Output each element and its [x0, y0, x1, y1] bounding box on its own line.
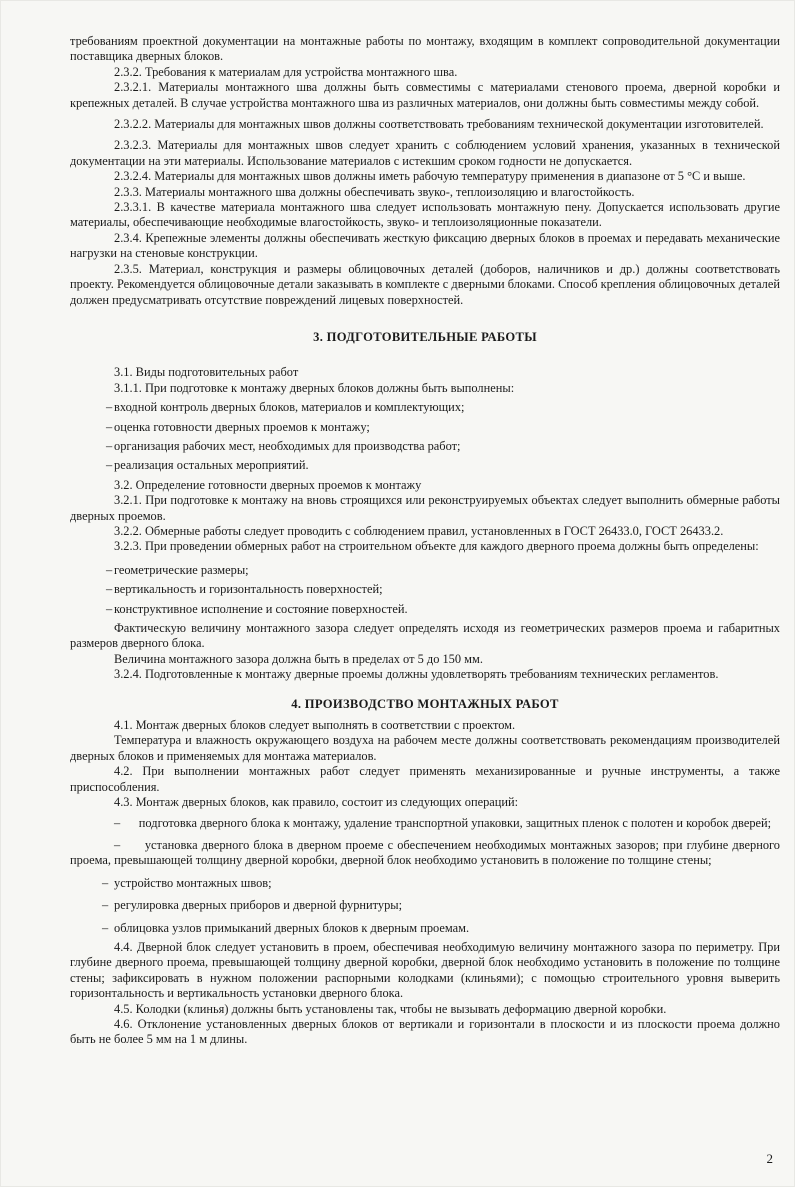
paragraph: 4.4. Дверной блок следует установить в проем, обеспечивая необходимую величину монтажного зазора по периметру. При глубине дверного проема, превышающей толщину дверной коробки, дверной блок необходимо установить в положение по толщине стены; зафиксировать в нужном положении распорными колодками (клиньями); с помощью строительного уровня выверить горизонтальность и вертикальность установки дверного блока. — [70, 939, 780, 1001]
paragraph: 2.3.4. Крепежные элементы должны обеспечивать жесткую фиксацию дверных блоков в проемах и передавать механические нагрузки на стеновые конструкции. — [70, 230, 780, 261]
list-item: – установка дверного блока в дверном проеме с обеспечением необходимых монтажных зазоров; при глубине дверного проема, превышающей толщину дверной коробки, дверной блок необходимо установить в положение по толщине стены; — [70, 837, 780, 868]
paragraph: 2.3.5. Материал, конструкция и размеры облицовочных деталей (доборов, наличников и др.) должны соответствовать проекту. Рекомендуется облицовочные детали заказывать в комплекте с дверными блоками. Способ крепления облицовочных деталей должен предусматривать отсутствие повреждений лицевых поверхностей. — [70, 261, 780, 307]
paragraph: 3.2.1. При подготовке к монтажу на вновь строящихся или реконструируемых объектах следует выполнить обмерные работы дверных проемов. — [70, 493, 780, 523]
paragraph: 2.3.2.1. Материалы монтажного шва должны быть совместимы с материалами стенового проема, дверной коробки и крепежных деталей. В случае устройства монтажного шва из различных материалов, они должны быть совместимы между собой. — [70, 80, 780, 110]
paragraph: требованиям проектной документации на монтажные работы по монтажу, входящим в комплект сопроводительной документации поставщика дверных блоков. — [70, 34, 780, 64]
list-item: – регулировка дверных приборов и дверной фурнитуры; — [102, 898, 403, 913]
paragraph: Величина монтажного зазора должна быть в пределах от 5 до 150 мм. — [114, 651, 483, 666]
list-item: – организация рабочих мест, необходимых для производства работ; — [106, 438, 461, 453]
paragraph: 2.3.2.3. Материалы для монтажных швов следует хранить с соблюдением условий хранения, указанных в технической документации на эти материалы. Использование материалов с истекшим сроком годности не допускается. — [70, 138, 780, 168]
paragraph: 3.2.4. Подготовленные к монтажу дверные проемы должны удовлетворять требованиям технических регламентов. — [114, 667, 719, 682]
paragraph: 2.3.3.1. В качестве материала монтажного шва следует использовать монтажную пену. Допускается использовать другие материалы, обеспечивающие необходимые влагостойкость, звуко- и теплоизоляционные показатели. — [70, 200, 780, 230]
paragraph: 2.3.3. Материалы монтажного шва должны обеспечивать звуко-, теплоизоляцию и влагостойкость. — [114, 184, 635, 199]
paragraph: 3.1. Виды подготовительных работ — [114, 365, 299, 380]
paragraph: 4.5. Колодки (клинья) должны быть установлены так, чтобы не вызывать деформацию дверной коробки. — [114, 1001, 667, 1016]
paragraph: 3.1.1. При подготовке к монтажу дверных блоков должны быть выполнены: — [114, 380, 515, 395]
paragraph: 4.1. Монтаж дверных блоков следует выполнять в соответствии с проектом. — [114, 718, 516, 733]
list-item: – облицовка узлов примыканий дверных блоков к дверным проемам. — [102, 920, 470, 935]
list-item: – оценка готовности дверных проемов к монтажу; — [106, 419, 370, 434]
paragraph: Температура и влажность окружающего воздуха на рабочем месте должны соответствовать рекомендациям производителей дверных блоков и применяемых для монтажа материалов. — [70, 733, 780, 763]
list-item: – геометрические размеры; — [106, 562, 249, 577]
list-item: – входной контроль дверных блоков, материалов и комплектующих; — [106, 400, 465, 415]
paragraph: 2.3.2. Требования к материалам для устройства монтажного шва. — [114, 64, 458, 79]
list-item: – реализация остальных мероприятий. — [106, 458, 309, 473]
paragraph: Фактическую величину монтажного зазора следует определять исходя из геометрических размеров проема и габаритных размеров дверного блока. — [70, 621, 780, 651]
paragraph: 4.2. При выполнении монтажных работ следует применять механизированные и ручные инструменты, а также приспособления. — [70, 764, 780, 794]
paragraph: 3.2.2. Обмерные работы следует проводить с соблюдением правил, установленных в ГОСТ 26433.0, ГОСТ 26433.2. — [114, 523, 724, 538]
paragraph: 3.2.3. При проведении обмерных работ на строительном объекте для каждого дверного проема должны быть определены: — [114, 539, 759, 554]
paragraph: 2.3.2.2. Материалы для монтажных швов должны соответствовать требованиям технической документации изготовителей. — [114, 117, 764, 132]
paragraph: 4.3. Монтаж дверных блоков, как правило, состоит из следующих операций: — [114, 795, 519, 810]
document-body — [70, 34, 780, 1048]
list-item: – устройство монтажных швов; — [102, 875, 272, 890]
paragraph: 4.6. Отклонение установленных дверных блоков от вертикали и горизонтали в плоскости и из плоскости проема должно быть не более 5 мм на 1 м длины. — [70, 1016, 780, 1047]
section-heading-4: 4. ПРОИЗВОДСТВО МОНТАЖНЫХ РАБОТ — [291, 696, 559, 711]
page-number: 2 — [766, 1151, 773, 1166]
paragraph: 3.2. Определение готовности дверных проемов к монтажу — [114, 477, 422, 492]
list-item: – конструктивное исполнение и состояние поверхностей. — [106, 601, 408, 616]
section-heading-3: 3. ПОДГОТОВИТЕЛЬНЫЕ РАБОТЫ — [313, 329, 537, 344]
paragraph: 2.3.2.4. Материалы для монтажных швов должны иметь рабочую температуру применения в диапазоне от 5 °С и выше. — [114, 169, 746, 184]
list-item: – подготовка дверного блока к монтажу, удаление транспортной упаковки, защитных пленок с полотен и коробок дверей; — [114, 816, 772, 831]
list-item: – вертикальность и горизонтальность поверхностей; — [106, 582, 383, 597]
